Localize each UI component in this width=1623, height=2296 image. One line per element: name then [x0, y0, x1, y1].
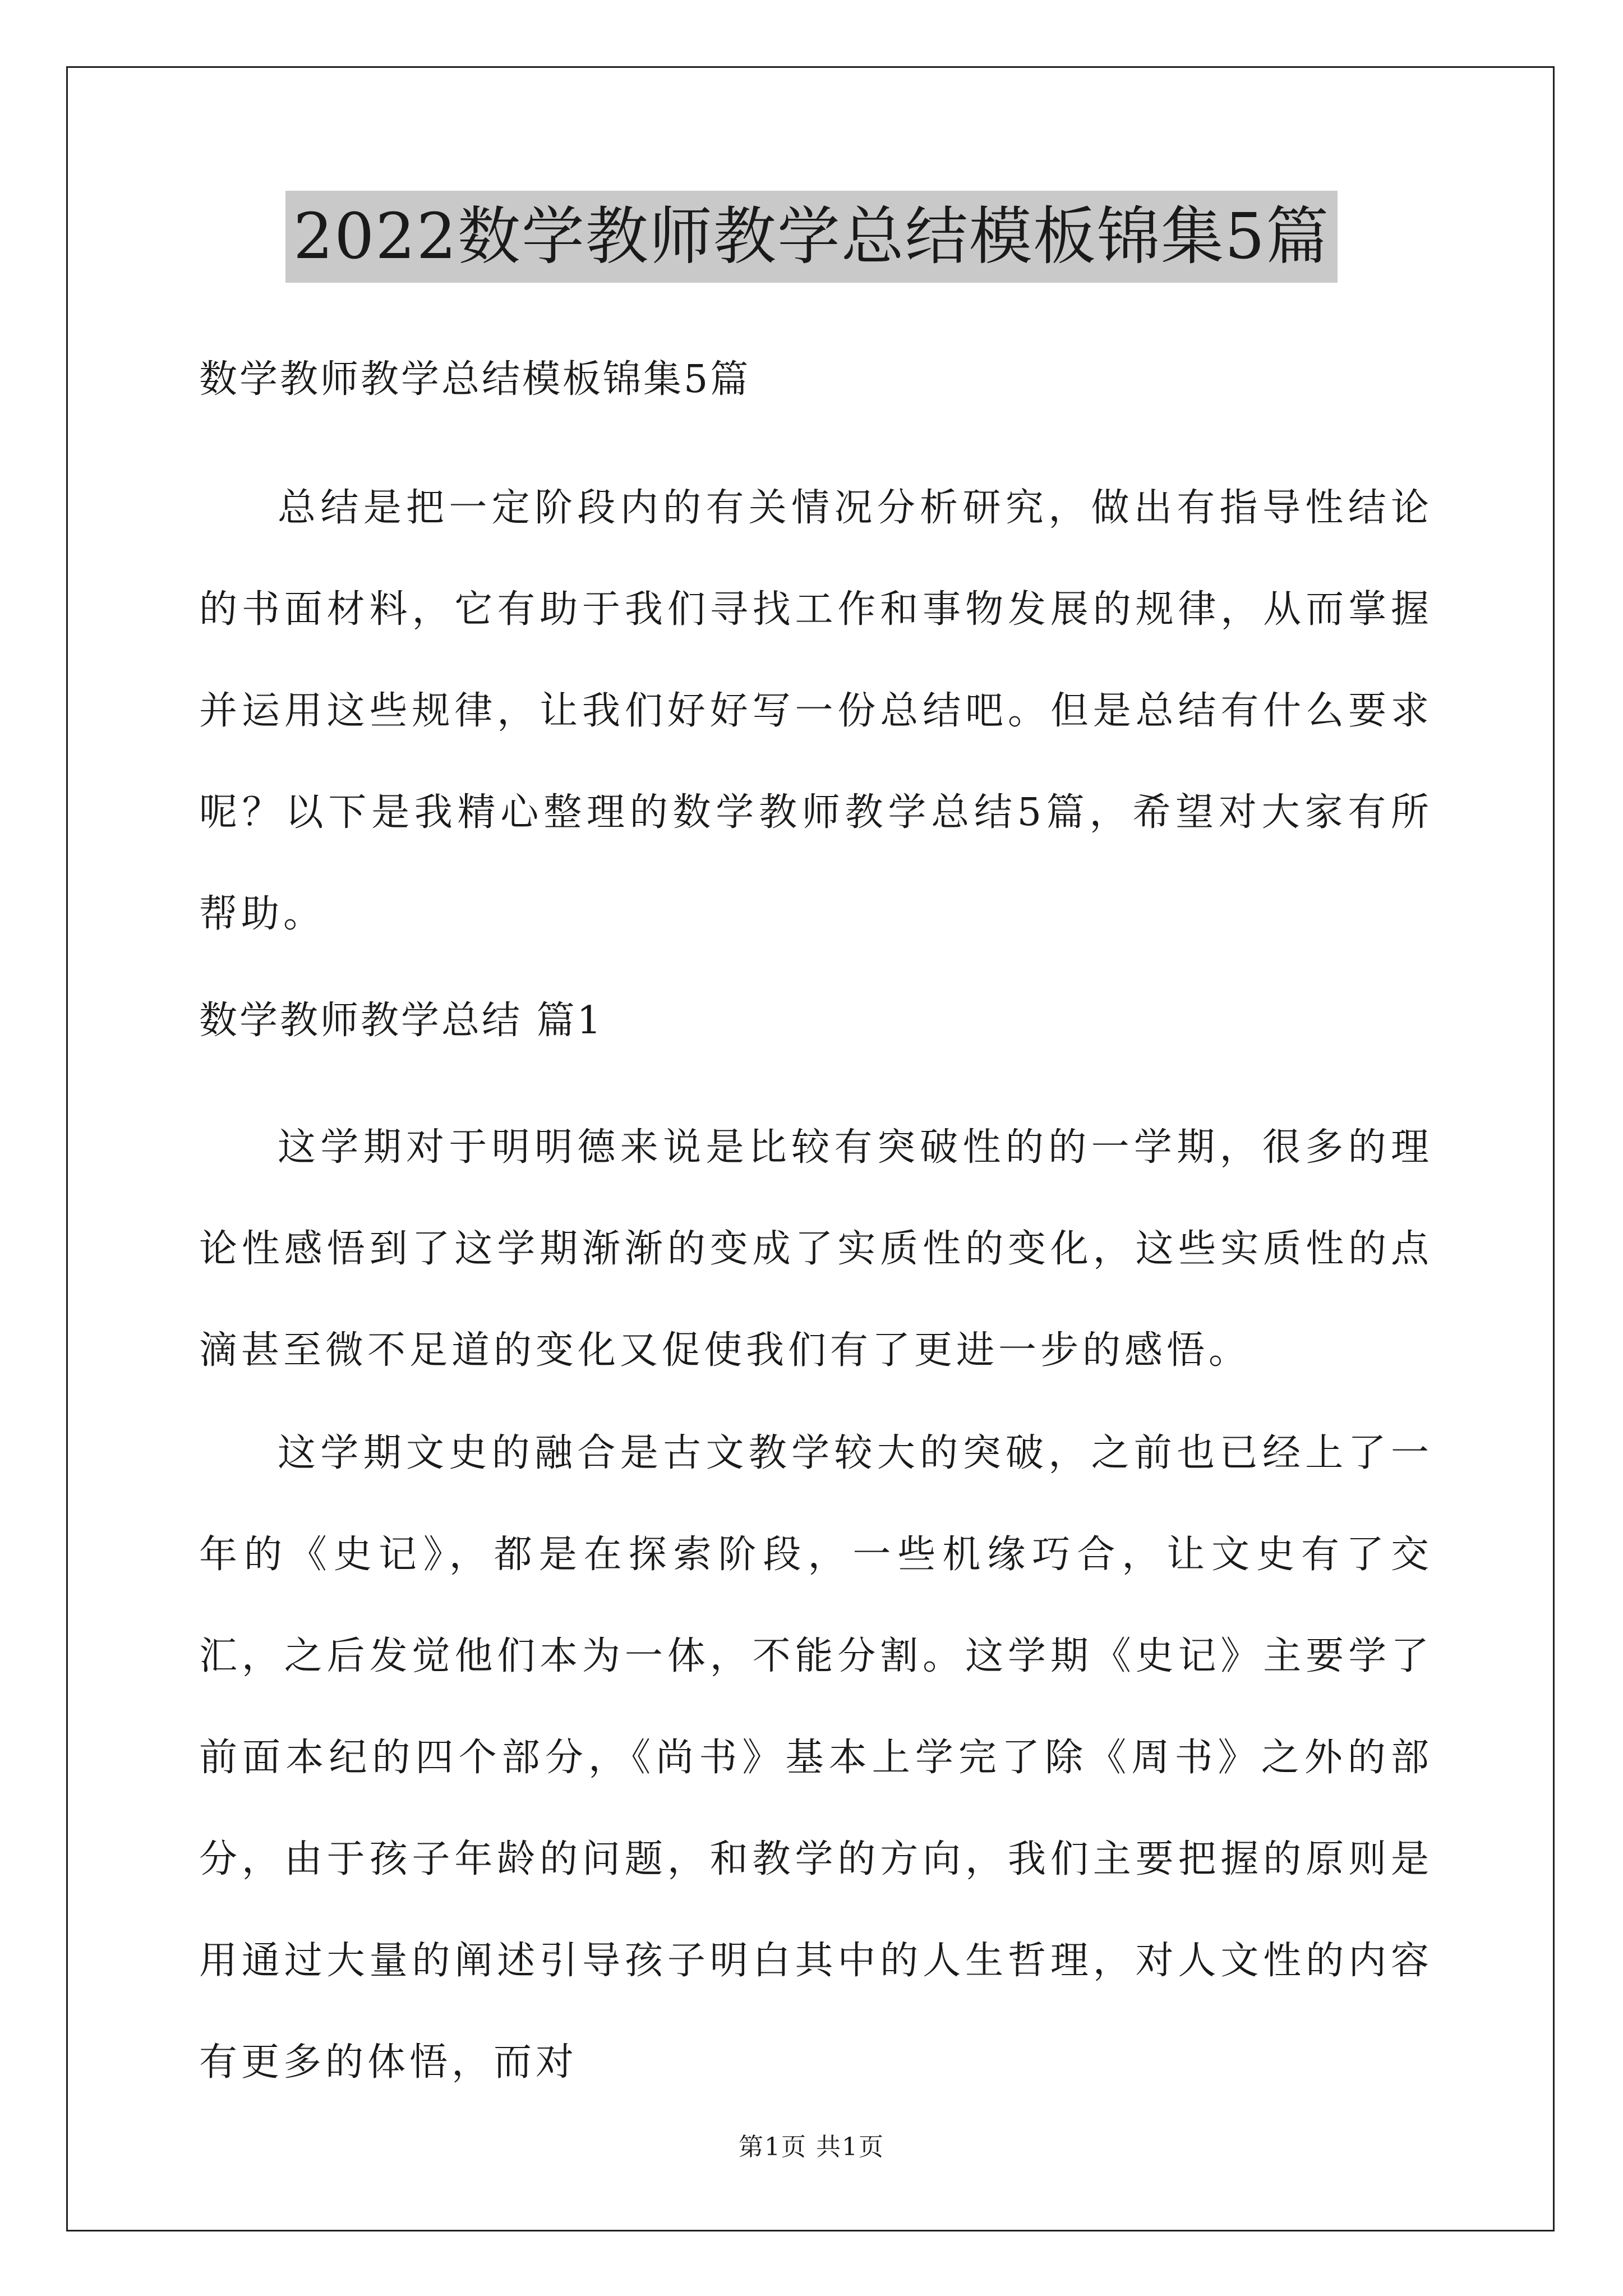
- page-footer: 第1页 共1页: [739, 2133, 884, 2161]
- body-paragraph-1: 这学期对于明明德来说是比较有突破性的的一学期，很多的理论性感悟到了这学期渐渐的变成了实质性的变化，这些实质性的点滴甚至微不足道的变化又促使我们有了更进一步的感悟。: [199, 1125, 1433, 1373]
- section-heading: 数学教师教学总结 篇1: [199, 999, 603, 1043]
- intro-paragraph: 总结是把一定阶段内的有关情况分析研究，做出有指导性结论的书面材料，它有助于我们寻找工作和事物发展的规律，从而掌握并运用这些规律，让我们好好写一份总结吧。但是总结有什么要求呢？以下是我精心整理的数学教师教学总结5篇，希望对大家有所帮助。: [199, 486, 1433, 936]
- document-subtitle: 数学教师教学总结模板锦集5篇: [199, 357, 751, 402]
- document-title: [0, 191, 1623, 283]
- body-paragraph-2: 这学期文史的融合是古文教学较大的突破，之前也已经上了一年的《史记》，都是在探索阶段，一些机缘巧合，让文史有了交汇，之后发觉他们本为一体，不能分割。这学期《史记》主要学了前面本纪的四个部分，《尚书》基本上学完了除《周书》之外的部分，由于孩子年龄的问题，和教学的方向，我们主要把握的原则是用通过大量的阐述引导孩子明白其中的人生哲理，对人文性的内容有更多的体悟，而对: [199, 1431, 1433, 2085]
- document-title-text: 2022数学教师教学总结模板锦集5篇: [285, 191, 1338, 283]
